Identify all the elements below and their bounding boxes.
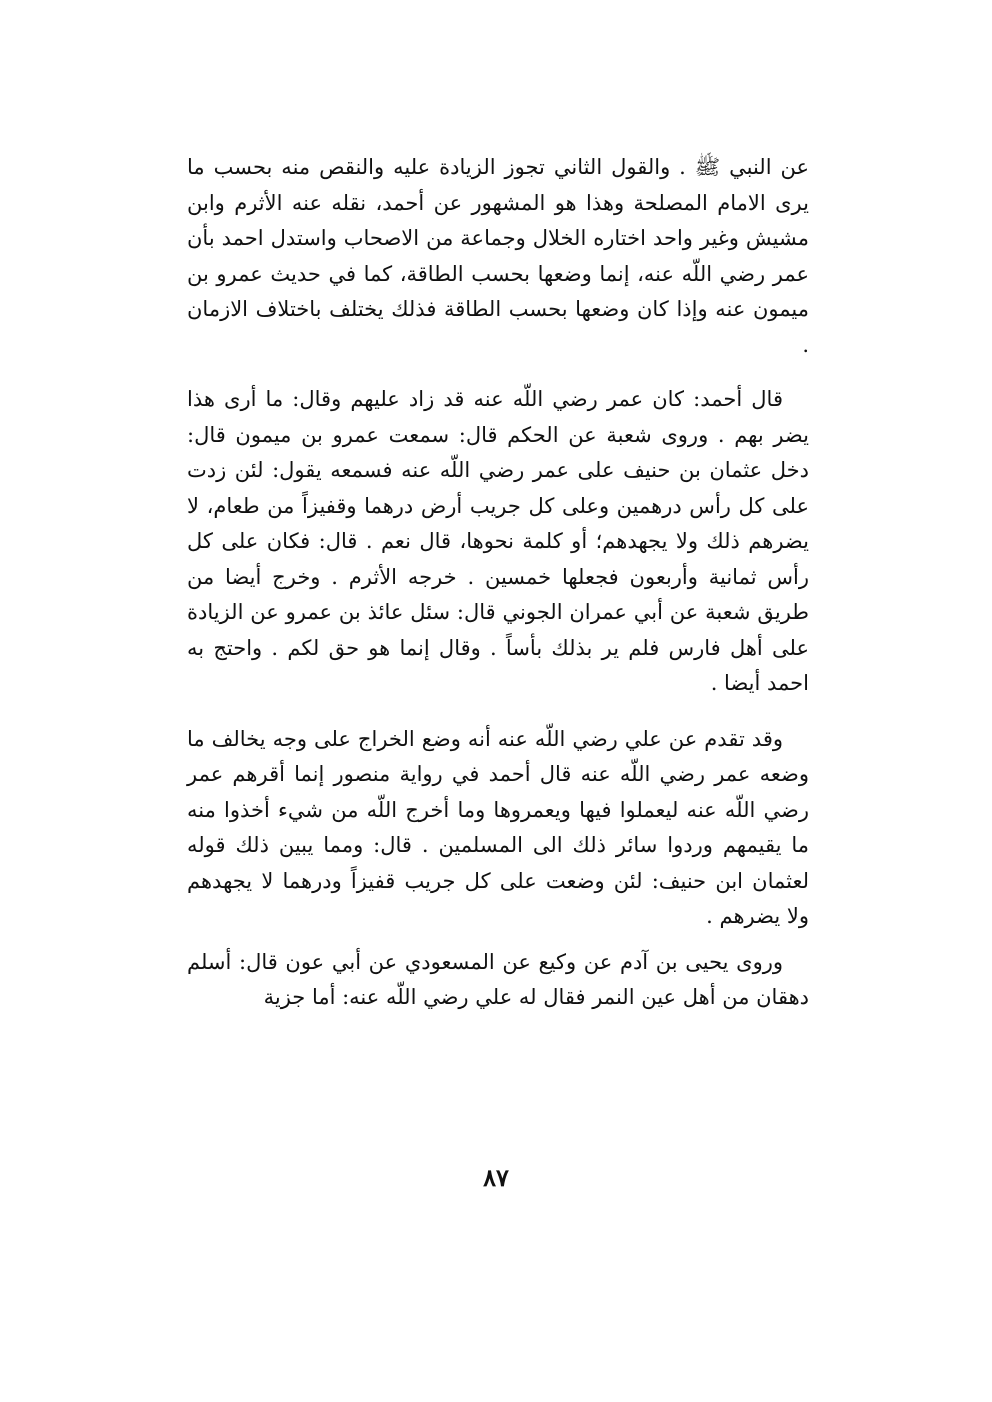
- page-body: [187, 150, 809, 1016]
- paragraph-2: قال أحمد: كان عمر رضي اللّه عنه قد زاد عليهم وقال: ما أرى هذا يضر بهم . وروى شعبة عن الحكم قال: سمعت عمرو بن ميمون قال: دخل عثمان بن حنيف على عمر رضي اللّه عنه فسمعه يقول: لئن زدت على كل رأس درهمين وعلى كل جريب أرض درهما وقفيزاً من طعام، لا يضرهم ذلك ولا يجهدهم؛ أو كلمة نحوها، قال نعم . قال: فكان على كل رأس ثمانية وأربعون فجعلها خمسين . خرجه الأثرم . وخرج أيضا من طريق شعبة عن أبي عمران الجوني قال: سئل عائذ بن عمرو عن الزيادة على أهل فارس فلم ير بذلك بأساً . وقال إنما هو حق لكم . واحتج به احمد أيضا .: [187, 387, 809, 695]
- paragraph-1: عن النبي ﷺ . والقول الثاني تجوز الزيادة عليه والنقص منه بحسب ما يرى الامام المصلحة وهذا هو المشهور عن أحمد، نقله عنه الأثرم وابن مشيش وغير واحد اختاره الخلال وجماعة من الاصحاب واستدل احمد بأن عمر رضي اللّه عنه، إنما وضعها بحسب الطاقة، كما في حديث عمرو بن ميمون عنه وإذا كان وضعها بحسب الطاقة فذلك يختلف باختلاف الازمان .: [187, 155, 809, 357]
- paragraph-4: وروى يحيى بن آدم عن وكيع عن المسعودي عن أبي عون قال: أسلم دهقان من أهل عين النمر فقال له علي رضي اللّه عنه: أما جزية: [187, 949, 809, 1009]
- page-number: ٨٧: [483, 1163, 509, 1192]
- paragraph-3: وقد تقدم عن علي رضي اللّه عنه أنه وضع الخراج على وجه يخالف ما وضعه عمر رضي اللّه عنه قال أحمد في رواية منصور إنما أقرهم عمر رضي اللّه عنه ليعملوا فيها ويعمروها وما أخرج اللّه من شيء أخذوا منه ما يقيمهم وردوا سائر ذلك الى المسلمين . قال: ومما يبين ذلك قوله لعثمان ابن حنيف: لئن وضعت على كل جريب قفيزاً ودرهما لا يجهدهم ولا يضرهم .: [187, 726, 809, 928]
